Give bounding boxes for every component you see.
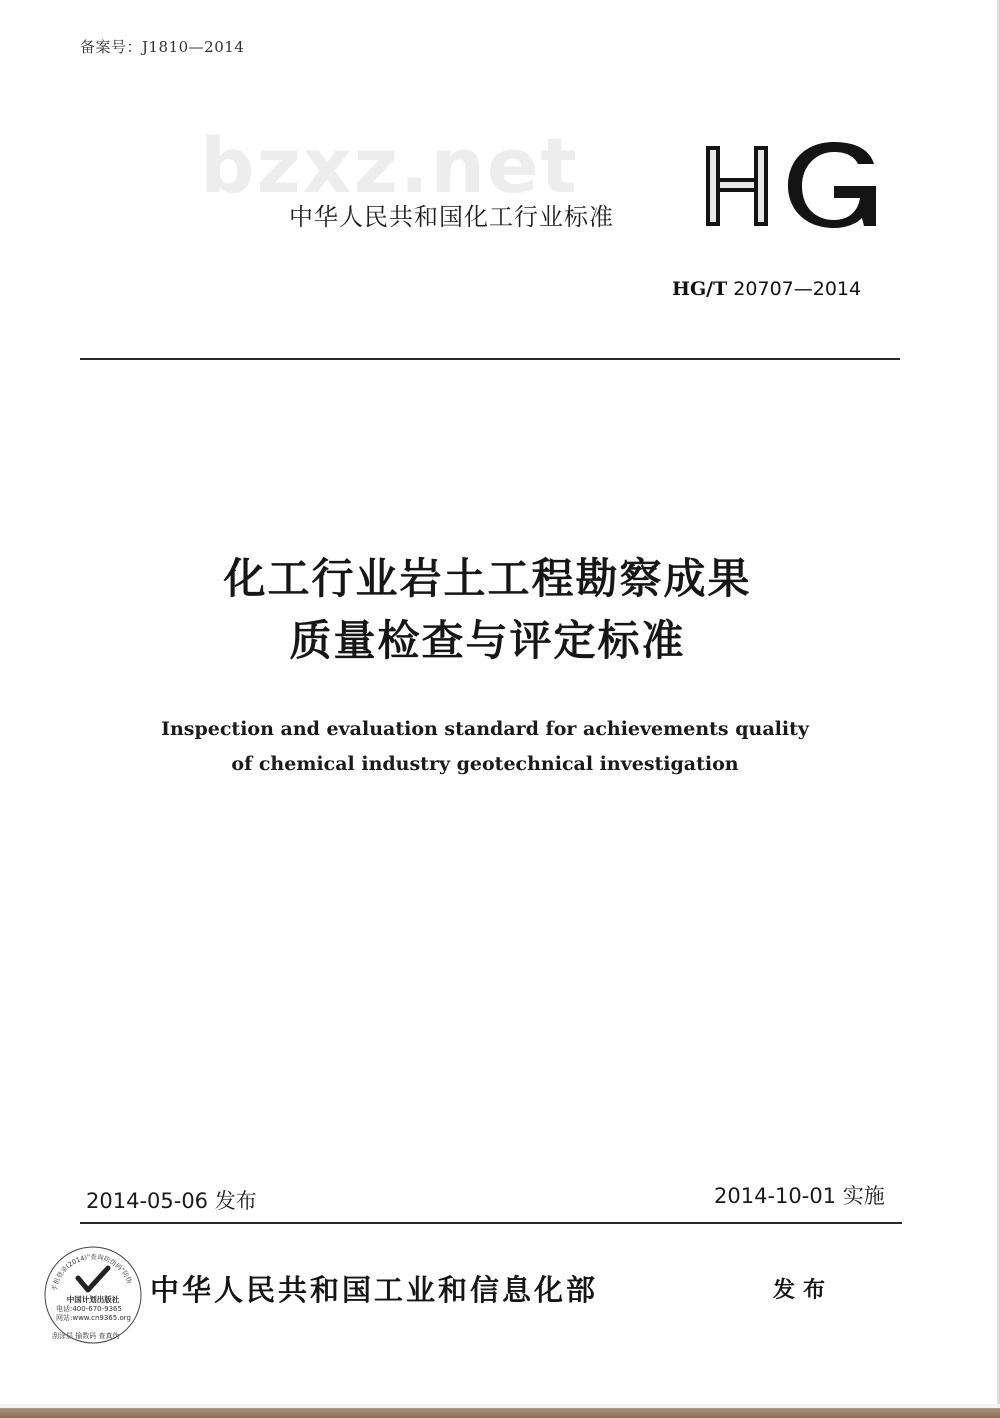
top-divider: [80, 358, 900, 360]
seal-arc-text: 手机登录(2014)"查询防伪码"防伪: [50, 1252, 134, 1292]
seal-note: 刮涂层 输数码 查真伪: [52, 1332, 120, 1340]
chinese-title-line-2: 质量检查与评定标准: [289, 616, 686, 665]
watermark: bzxz.net: [200, 121, 579, 210]
english-title-line-2: of chemical industry geotechnical investigation: [231, 753, 739, 775]
hg-logo-icon: [702, 140, 880, 228]
seal-center-text: 中国计划出版社: [66, 1295, 120, 1304]
standard-code-prefix: HG/T: [672, 278, 728, 300]
standard-code: [672, 278, 861, 300]
bottom-divider: [80, 1222, 902, 1224]
english-title-line-1: Inspection and evaluation standard for achievements quality: [161, 718, 809, 740]
chinese-title: [0, 548, 975, 672]
issue-date: 2014-05-06 发布: [86, 1189, 257, 1213]
seal-website: 网站:www.cn9365.org: [56, 1314, 131, 1322]
issuing-authority: 中华人民共和国工业和信息化部: [150, 1273, 599, 1307]
issue-action: 发布: [773, 1278, 834, 1303]
implementation-date: 2014-10-01 实施: [714, 1184, 885, 1208]
chinese-title-line-1: 化工行业岩土工程勘察成果: [223, 554, 752, 603]
page-bottom-edge: [0, 1404, 1000, 1418]
record-number: 备案号：J1810—2014: [80, 38, 245, 56]
english-title: [0, 712, 970, 782]
industry-standard-label: 中华人民共和国化工行业标准: [289, 203, 614, 231]
seal-phone: 电话:400-670-9365: [56, 1305, 122, 1313]
standard-code-number: 20707—2014: [727, 278, 862, 300]
